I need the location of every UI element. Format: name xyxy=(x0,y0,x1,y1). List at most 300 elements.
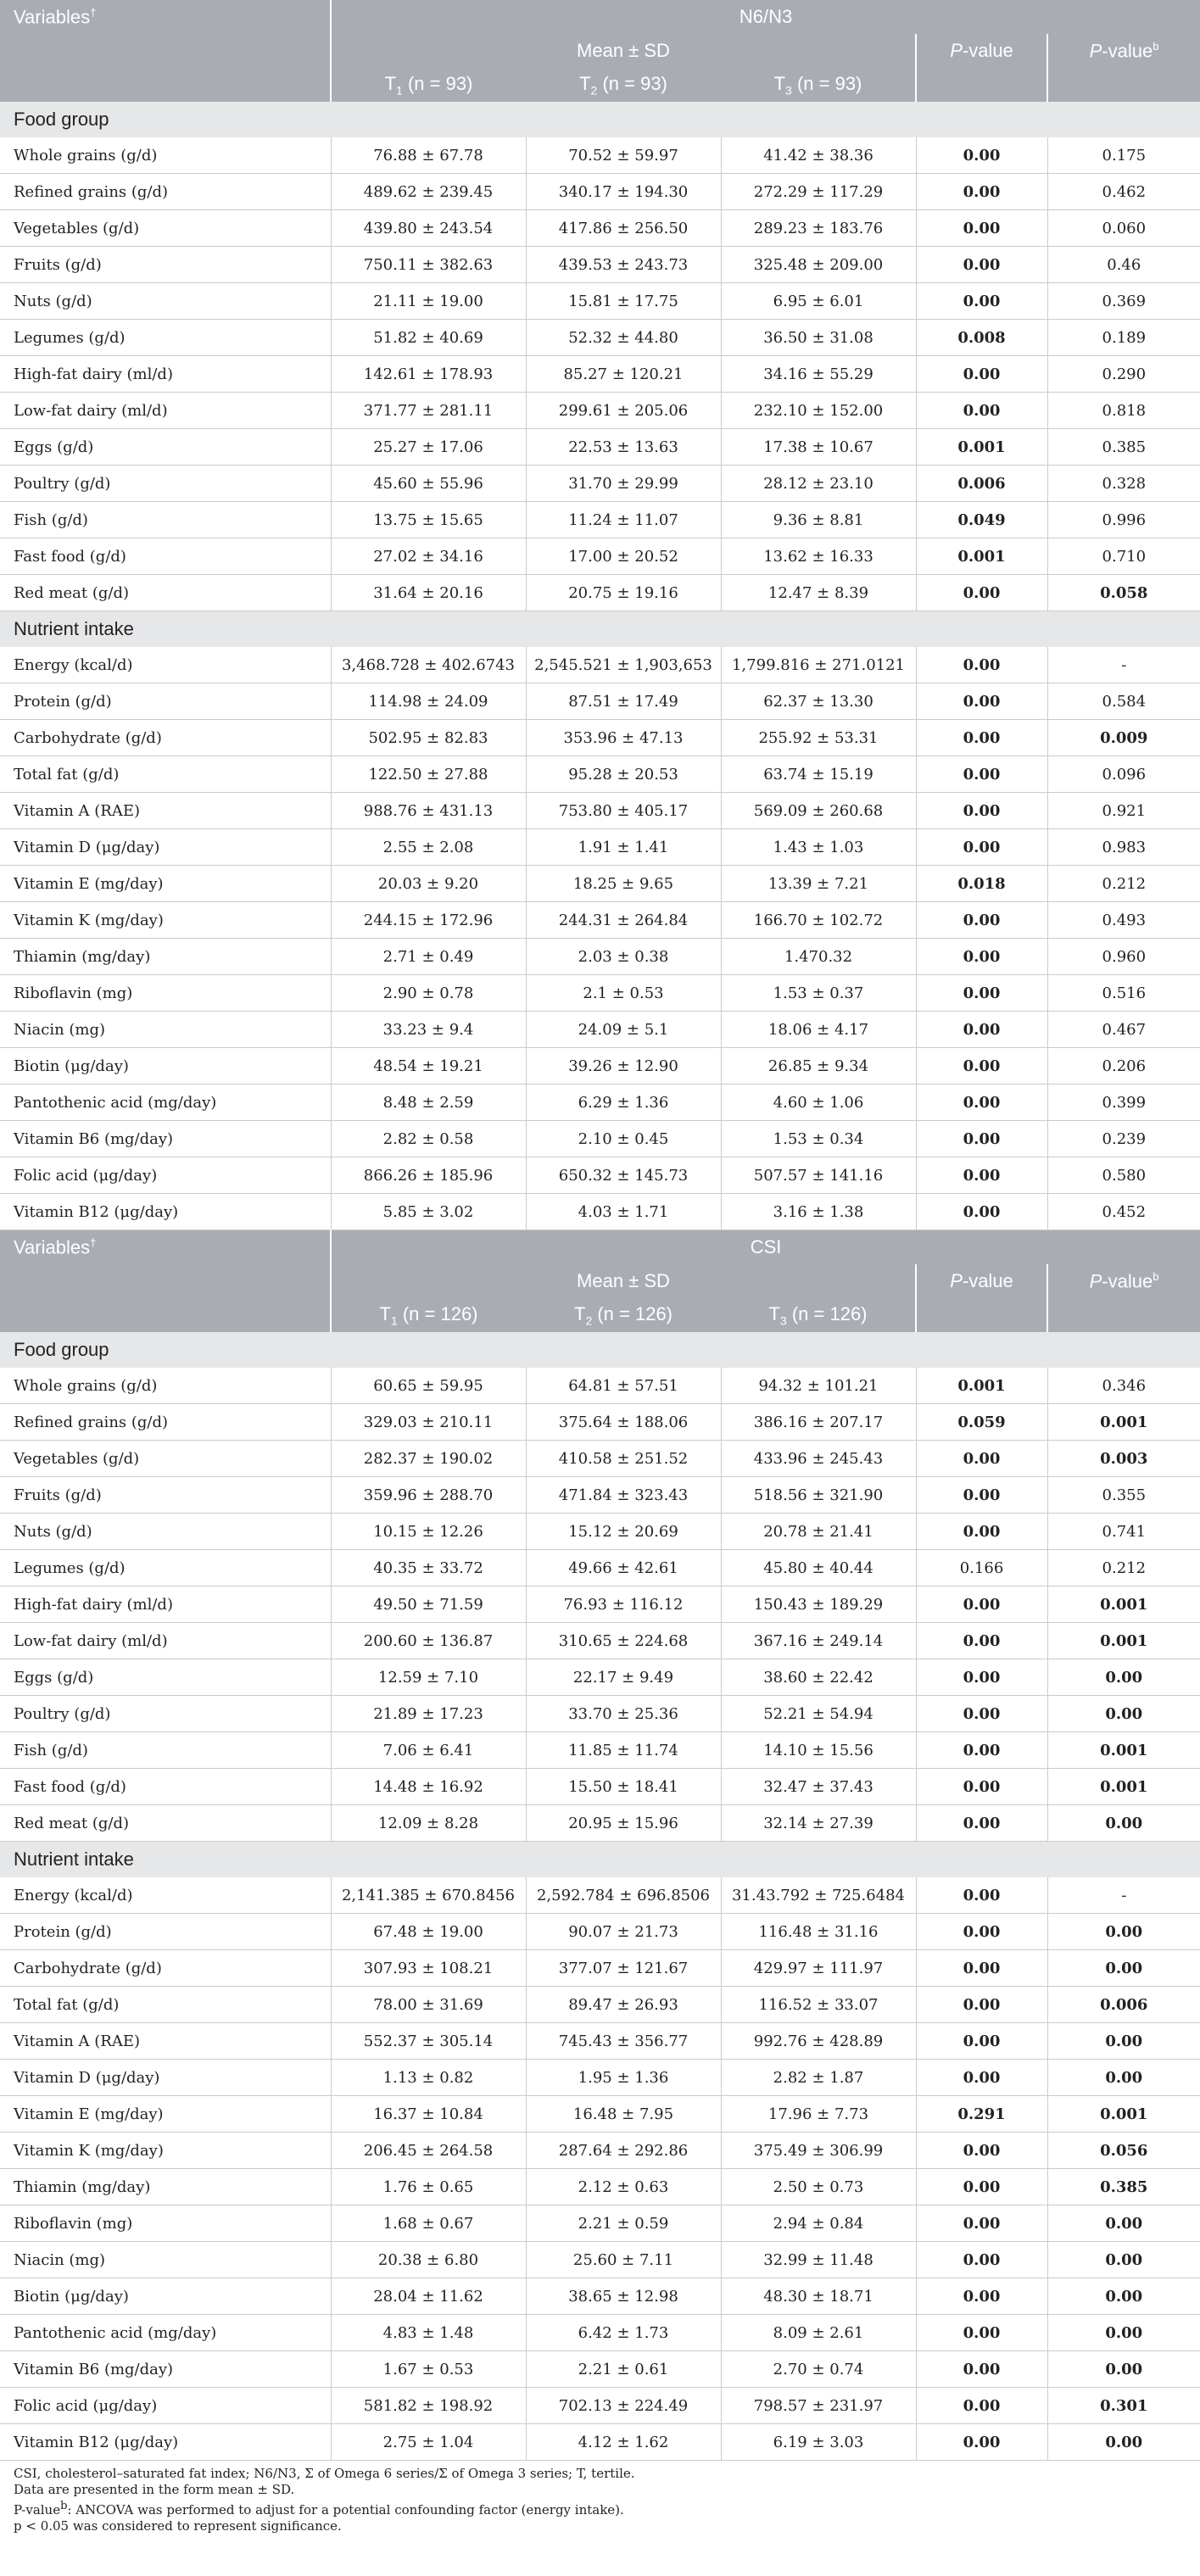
table-row xyxy=(0,538,1200,575)
cell-t2: 439.53 ± 243.73 xyxy=(526,247,721,283)
cell-t3: 12.47 ± 8.39 xyxy=(721,575,916,611)
cell-t1: 21.89 ± 17.23 xyxy=(331,1696,526,1732)
cell-p-value: 0.00 xyxy=(916,1012,1047,1048)
group-title: CSI xyxy=(331,1230,1200,1265)
cell-t1: 142.61 ± 178.93 xyxy=(331,356,526,393)
cell-t3: 38.60 ± 22.42 xyxy=(721,1659,916,1696)
row-label: Red meat (g/d) xyxy=(0,1805,331,1842)
row-label: Low-fat dairy (ml/d) xyxy=(0,393,331,429)
cell-t2: 33.70 ± 25.36 xyxy=(526,1696,721,1732)
mean-sd-header: Mean ± SD xyxy=(331,34,916,68)
header-blank xyxy=(916,1298,1047,1332)
cell-t3: 32.99 ± 11.48 xyxy=(721,2242,916,2278)
tertile-label: $T_3$ (n = 93) xyxy=(773,72,862,98)
cell-p-value-b: 0.00 xyxy=(1047,2351,1200,2388)
cell-t3: 232.10 ± 152.00 xyxy=(721,393,916,429)
table-row xyxy=(0,1514,1200,1550)
table-row xyxy=(0,1950,1200,1987)
cell-t1: 20.38 ± 6.80 xyxy=(331,2242,526,2278)
row-label: Vitamin B6 (mg/day) xyxy=(0,2351,331,2388)
table-row xyxy=(0,2133,1200,2169)
table-row xyxy=(0,647,1200,683)
table-row xyxy=(0,1623,1200,1659)
cell-t1: 28.04 ± 11.62 xyxy=(331,2278,526,2315)
cell-t3: 4.60 ± 1.06 xyxy=(721,1084,916,1121)
cell-p-value: 0.00 xyxy=(916,1769,1047,1805)
cell-p-value-b: 0.467 xyxy=(1047,1012,1200,1048)
row-label: Energy (kcal/d) xyxy=(0,647,331,683)
tertile-label: $T_1$ (n = 93) xyxy=(384,72,473,98)
p-value-b-header: P-value$^b$ xyxy=(1047,1264,1200,1298)
cell-t1: 200.60 ± 136.87 xyxy=(331,1623,526,1659)
row-label: Vitamin A (RAE) xyxy=(0,2023,331,2060)
cell-p-value: 0.00 xyxy=(916,2242,1047,2278)
table-row xyxy=(0,2278,1200,2315)
row-label: Folic acid (μg/day) xyxy=(0,1157,331,1194)
cell-p-value: 0.00 xyxy=(916,2424,1047,2461)
tertile-header-3 xyxy=(721,68,916,102)
cell-p-value-b: 0.00 xyxy=(1047,1950,1200,1987)
row-label: Eggs (g/d) xyxy=(0,429,331,466)
table-row xyxy=(0,829,1200,866)
cell-p-value: 0.008 xyxy=(916,320,1047,356)
cell-t1: 439.80 ± 243.54 xyxy=(331,210,526,247)
cell-t2: 16.48 ± 7.95 xyxy=(526,2096,721,2133)
cell-t1: 988.76 ± 431.13 xyxy=(331,793,526,829)
cell-p-value-b: 0.206 xyxy=(1047,1048,1200,1084)
cell-p-value: 0.00 xyxy=(916,1514,1047,1550)
row-label: Vitamin A (RAE) xyxy=(0,793,331,829)
row-label: Vitamin B12 (μg/day) xyxy=(0,2424,331,2461)
cell-p-value-b: 0.189 xyxy=(1047,320,1200,356)
cell-t1: 371.77 ± 281.11 xyxy=(331,393,526,429)
cell-p-value: 0.00 xyxy=(916,2278,1047,2315)
cell-p-value: 0.00 xyxy=(916,1121,1047,1157)
cell-p-value-b: 0.00 xyxy=(1047,1696,1200,1732)
row-label: Energy (kcal/d) xyxy=(0,1877,331,1914)
row-label: Refined grains (g/d) xyxy=(0,174,331,210)
cell-t1: 40.35 ± 33.72 xyxy=(331,1550,526,1586)
cell-t1: 2.55 ± 2.08 xyxy=(331,829,526,866)
cell-p-value-b: 0.921 xyxy=(1047,793,1200,829)
cell-p-value: 0.00 xyxy=(916,902,1047,939)
cell-p-value: 0.00 xyxy=(916,1987,1047,2023)
cell-t3: 386.16 ± 207.17 xyxy=(721,1404,916,1441)
cell-t2: 22.53 ± 13.63 xyxy=(526,429,721,466)
cell-t3: 8.09 ± 2.61 xyxy=(721,2315,916,2351)
table-row xyxy=(0,2096,1200,2133)
cell-p-value-b: 0.452 xyxy=(1047,1194,1200,1230)
tertile-index: 3 xyxy=(779,1313,787,1328)
cell-t3: 94.32 ± 101.21 xyxy=(721,1368,916,1404)
superscript-b: b xyxy=(1153,1269,1159,1283)
cell-p-value-b: 0.009 xyxy=(1047,720,1200,756)
cell-t3: 2.82 ± 1.87 xyxy=(721,2060,916,2096)
row-label: Protein (g/d) xyxy=(0,1914,331,1950)
row-label: Protein (g/d) xyxy=(0,683,331,720)
cell-t2: 22.17 ± 9.49 xyxy=(526,1659,721,1696)
cell-t2: 410.58 ± 251.52 xyxy=(526,1441,721,1477)
cell-p-value-b: 0.580 xyxy=(1047,1157,1200,1194)
cell-t1: 20.03 ± 9.20 xyxy=(331,866,526,902)
cell-t1: 122.50 ± 27.88 xyxy=(331,756,526,793)
cell-t3: 429.97 ± 111.97 xyxy=(721,1950,916,1987)
cell-t1: 282.37 ± 190.02 xyxy=(331,1441,526,1477)
cell-p-value-b: 0.301 xyxy=(1047,2388,1200,2424)
cell-t2: 49.66 ± 42.61 xyxy=(526,1550,721,1586)
row-label: Total fat (g/d) xyxy=(0,1987,331,2023)
tertile-header-3 xyxy=(721,1298,916,1332)
row-label: Vitamin E (mg/day) xyxy=(0,2096,331,2133)
row-label: Vitamin D (μg/day) xyxy=(0,829,331,866)
cell-t2: 90.07 ± 21.73 xyxy=(526,1914,721,1950)
cell-p-value-b: 0.385 xyxy=(1047,429,1200,466)
cell-t3: 13.39 ± 7.21 xyxy=(721,866,916,902)
cell-t1: 307.93 ± 108.21 xyxy=(331,1950,526,1987)
row-label: Vegetables (g/d) xyxy=(0,1441,331,1477)
cell-t2: 1.91 ± 1.41 xyxy=(526,829,721,866)
row-label: Folic acid (μg/day) xyxy=(0,2388,331,2424)
row-label: Pantothenic acid (mg/day) xyxy=(0,1084,331,1121)
section-label: Nutrient intake xyxy=(0,611,1200,648)
cell-p-value: 0.00 xyxy=(916,647,1047,683)
mean-sd-header: Mean ± SD xyxy=(331,1264,916,1298)
footnotes xyxy=(0,2461,1200,2534)
cell-p-value: 0.00 xyxy=(916,756,1047,793)
cell-t1: 49.50 ± 71.59 xyxy=(331,1586,526,1623)
cell-t3: 34.16 ± 55.29 xyxy=(721,356,916,393)
cell-t3: 116.48 ± 31.16 xyxy=(721,1914,916,1950)
cell-t1: 750.11 ± 382.63 xyxy=(331,247,526,283)
table-row xyxy=(0,1586,1200,1623)
row-label: Total fat (g/d) xyxy=(0,756,331,793)
cell-t1: 12.59 ± 7.10 xyxy=(331,1659,526,1696)
tertile-label: $T_3$ (n = 126) xyxy=(768,1302,868,1328)
header-blank xyxy=(1047,1298,1200,1332)
header-blank xyxy=(916,68,1047,102)
table-row xyxy=(0,866,1200,902)
cell-t2: 287.64 ± 292.86 xyxy=(526,2133,721,2169)
table-row xyxy=(0,2169,1200,2205)
cell-t1: 2.75 ± 1.04 xyxy=(331,2424,526,2461)
cell-t1: 31.64 ± 20.16 xyxy=(331,575,526,611)
cell-t3: 31.43.792 ± 725.6484 xyxy=(721,1877,916,1914)
cell-p-value: 0.00 xyxy=(916,939,1047,975)
cell-p-value-b: 0.983 xyxy=(1047,829,1200,866)
cell-p-value: 0.00 xyxy=(916,1732,1047,1769)
cell-p-value-b: 0.212 xyxy=(1047,866,1200,902)
cell-t2: 6.42 ± 1.73 xyxy=(526,2315,721,2351)
row-label: Thiamin (mg/day) xyxy=(0,2169,331,2205)
cell-p-value: 0.00 xyxy=(916,247,1047,283)
cell-p-value: 0.00 xyxy=(916,2205,1047,2242)
cell-t2: 25.60 ± 7.11 xyxy=(526,2242,721,2278)
cell-t3: 18.06 ± 4.17 xyxy=(721,1012,916,1048)
cell-t2: 702.13 ± 224.49 xyxy=(526,2388,721,2424)
cell-t2: 85.27 ± 120.21 xyxy=(526,356,721,393)
cell-p-value: 0.00 xyxy=(916,975,1047,1012)
tertile-index: 1 xyxy=(390,1313,398,1328)
cell-p-value-b: 0.00 xyxy=(1047,1659,1200,1696)
cell-p-value-b: 0.00 xyxy=(1047,1914,1200,1950)
cell-t2: 650.32 ± 145.73 xyxy=(526,1157,721,1194)
cell-t2: 2.10 ± 0.45 xyxy=(526,1121,721,1157)
cell-p-value: 0.00 xyxy=(916,356,1047,393)
cell-t3: 3.16 ± 1.38 xyxy=(721,1194,916,1230)
cell-t1: 16.37 ± 10.84 xyxy=(331,2096,526,2133)
row-label: Eggs (g/d) xyxy=(0,1659,331,1696)
row-label: Refined grains (g/d) xyxy=(0,1404,331,1441)
cell-p-value: 0.00 xyxy=(916,1659,1047,1696)
table-row xyxy=(0,247,1200,283)
header-row xyxy=(0,1298,1200,1332)
table-row xyxy=(0,756,1200,793)
tertile-label: $T_2$ (n = 93) xyxy=(579,72,667,98)
cell-t3: 289.23 ± 183.76 xyxy=(721,210,916,247)
cell-p-value-b: 0.003 xyxy=(1047,1441,1200,1477)
cell-t3: 1.43 ± 1.03 xyxy=(721,829,916,866)
cell-p-value: 0.001 xyxy=(916,429,1047,466)
row-label: High-fat dairy (ml/d) xyxy=(0,356,331,393)
cell-t3: 9.36 ± 8.81 xyxy=(721,502,916,538)
cell-t3: 63.74 ± 15.19 xyxy=(721,756,916,793)
header-blank xyxy=(0,68,331,102)
footnote-line: CSI, cholesterol–saturated fat index; N6/N3, Σ of Omega 6 series/Σ of Omega 3 series; T, tertile. xyxy=(14,2466,635,2481)
tertile-header-1 xyxy=(331,68,526,102)
header-row xyxy=(0,1264,1200,1298)
cell-p-value: 0.00 xyxy=(916,2133,1047,2169)
section-row xyxy=(0,1842,1200,1878)
cell-t3: 569.09 ± 260.68 xyxy=(721,793,916,829)
cell-t1: 2.82 ± 0.58 xyxy=(331,1121,526,1157)
table-row xyxy=(0,1404,1200,1441)
cell-p-value: 0.00 xyxy=(916,1950,1047,1987)
table-row xyxy=(0,1732,1200,1769)
cell-p-value: 0.00 xyxy=(916,2315,1047,2351)
cell-t3: 1.53 ± 0.34 xyxy=(721,1121,916,1157)
cell-p-value-b: 0.00 xyxy=(1047,2242,1200,2278)
cell-t2: 31.70 ± 29.99 xyxy=(526,466,721,502)
row-label: Whole grains (g/d) xyxy=(0,137,331,174)
table-row xyxy=(0,429,1200,466)
table-row xyxy=(0,1877,1200,1914)
cell-t3: 1.53 ± 0.37 xyxy=(721,975,916,1012)
cell-t3: 48.30 ± 18.71 xyxy=(721,2278,916,2315)
table-row xyxy=(0,1157,1200,1194)
table-row xyxy=(0,1012,1200,1048)
cell-p-value-b: 0.46 xyxy=(1047,247,1200,283)
cell-p-value-b: 0.00 xyxy=(1047,2023,1200,2060)
table-row xyxy=(0,2388,1200,2424)
cell-t3: 14.10 ± 15.56 xyxy=(721,1732,916,1769)
header-blank xyxy=(1047,68,1200,102)
cell-t1: 552.37 ± 305.14 xyxy=(331,2023,526,2060)
cell-p-value: 0.00 xyxy=(916,2169,1047,2205)
cell-p-value: 0.00 xyxy=(916,1157,1047,1194)
row-label: Vitamin B6 (mg/day) xyxy=(0,1121,331,1157)
cell-p-value-b: 0.239 xyxy=(1047,1121,1200,1157)
cell-t2: 11.24 ± 11.07 xyxy=(526,502,721,538)
cell-p-value: 0.00 xyxy=(916,1914,1047,1950)
row-label: Nuts (g/d) xyxy=(0,283,331,320)
row-label: Niacin (mg) xyxy=(0,2242,331,2278)
table-row xyxy=(0,2242,1200,2278)
cell-t2: 340.17 ± 194.30 xyxy=(526,174,721,210)
header-row xyxy=(0,1230,1200,1265)
cell-t2: 2,545.521 ± 1,903,653 xyxy=(526,647,721,683)
cell-t1: 12.09 ± 8.28 xyxy=(331,1805,526,1842)
cell-p-value: 0.00 xyxy=(916,393,1047,429)
cell-t1: 76.88 ± 67.78 xyxy=(331,137,526,174)
cell-t3: 36.50 ± 31.08 xyxy=(721,320,916,356)
cell-t2: 38.65 ± 12.98 xyxy=(526,2278,721,2315)
section-label: Nutrient intake xyxy=(0,1842,1200,1878)
cell-t2: 70.52 ± 59.97 xyxy=(526,137,721,174)
table-row xyxy=(0,1696,1200,1732)
cell-p-value: 0.00 xyxy=(916,1048,1047,1084)
cell-t3: 17.96 ± 7.73 xyxy=(721,2096,916,2133)
cell-p-value-b: 0.001 xyxy=(1047,1769,1200,1805)
cell-p-value-b: 0.212 xyxy=(1047,1550,1200,1586)
table-row xyxy=(0,283,1200,320)
cell-t1: 21.11 ± 19.00 xyxy=(331,283,526,320)
cell-t1: 78.00 ± 31.69 xyxy=(331,1987,526,2023)
cell-t3: 6.95 ± 6.01 xyxy=(721,283,916,320)
section-row xyxy=(0,611,1200,648)
cell-t2: 745.43 ± 356.77 xyxy=(526,2023,721,2060)
table-row xyxy=(0,393,1200,429)
row-label: Biotin (μg/day) xyxy=(0,1048,331,1084)
table-row xyxy=(0,1477,1200,1514)
cell-t2: 76.93 ± 116.12 xyxy=(526,1586,721,1623)
group-title: N6/N3 xyxy=(331,0,1200,34)
cell-t1: 51.82 ± 40.69 xyxy=(331,320,526,356)
cell-t2: 15.12 ± 20.69 xyxy=(526,1514,721,1550)
footnote-line: p < 0.05 was considered to represent significance. xyxy=(14,2518,342,2534)
cell-p-value: 0.00 xyxy=(916,1623,1047,1659)
row-label: Fruits (g/d) xyxy=(0,247,331,283)
cell-t1: 2.71 ± 0.49 xyxy=(331,939,526,975)
row-label: Biotin (μg/day) xyxy=(0,2278,331,2315)
cell-t3: 17.38 ± 10.67 xyxy=(721,429,916,466)
section-row xyxy=(0,102,1200,137)
cell-t2: 64.81 ± 57.51 xyxy=(526,1368,721,1404)
cell-p-value-b: 0.056 xyxy=(1047,2133,1200,2169)
cell-t3: 62.37 ± 13.30 xyxy=(721,683,916,720)
row-label: Legumes (g/d) xyxy=(0,320,331,356)
cell-p-value-b: 0.818 xyxy=(1047,393,1200,429)
cell-t1: 27.02 ± 34.16 xyxy=(331,538,526,575)
cell-t1: 489.62 ± 239.45 xyxy=(331,174,526,210)
cell-t2: 2.21 ± 0.59 xyxy=(526,2205,721,2242)
cell-t1: 329.03 ± 210.11 xyxy=(331,1404,526,1441)
cell-p-value: 0.001 xyxy=(916,1368,1047,1404)
header-blank xyxy=(0,1298,331,1332)
cell-p-value: 0.00 xyxy=(916,1696,1047,1732)
cell-t3: 367.16 ± 249.14 xyxy=(721,1623,916,1659)
cell-t2: 52.32 ± 44.80 xyxy=(526,320,721,356)
cell-p-value-b: 0.516 xyxy=(1047,975,1200,1012)
cell-t2: 4.03 ± 1.71 xyxy=(526,1194,721,1230)
cell-t1: 359.96 ± 288.70 xyxy=(331,1477,526,1514)
cell-p-value-b: 0.175 xyxy=(1047,137,1200,174)
table-row xyxy=(0,1121,1200,1157)
cell-p-value-b: 0.493 xyxy=(1047,902,1200,939)
table-row xyxy=(0,210,1200,247)
cell-p-value-b: 0.290 xyxy=(1047,356,1200,393)
cell-t1: 4.83 ± 1.48 xyxy=(331,2315,526,2351)
cell-t1: 8.48 ± 2.59 xyxy=(331,1084,526,1121)
cell-t2: 2.1 ± 0.53 xyxy=(526,975,721,1012)
cell-t3: 433.96 ± 245.43 xyxy=(721,1441,916,1477)
cell-p-value-b: 0.462 xyxy=(1047,174,1200,210)
table-row xyxy=(0,1659,1200,1696)
cell-t2: 24.09 ± 5.1 xyxy=(526,1012,721,1048)
cell-p-value: 0.00 xyxy=(916,1477,1047,1514)
cell-p-value: 0.00 xyxy=(916,1805,1047,1842)
row-label: Vegetables (g/d) xyxy=(0,210,331,247)
cell-t3: 13.62 ± 16.33 xyxy=(721,538,916,575)
table-row xyxy=(0,466,1200,502)
cell-t2: 20.75 ± 19.16 xyxy=(526,575,721,611)
row-label: Vitamin D (μg/day) xyxy=(0,2060,331,2096)
cell-p-value: 0.00 xyxy=(916,174,1047,210)
table-row xyxy=(0,2315,1200,2351)
cell-t2: 15.50 ± 18.41 xyxy=(526,1769,721,1805)
cell-p-value-b: 0.00 xyxy=(1047,2205,1200,2242)
row-label: Whole grains (g/d) xyxy=(0,1368,331,1404)
tertile-header-1 xyxy=(331,1298,526,1332)
cell-p-value: 0.00 xyxy=(916,210,1047,247)
cell-t1: 581.82 ± 198.92 xyxy=(331,2388,526,2424)
cell-t1: 33.23 ± 9.4 xyxy=(331,1012,526,1048)
cell-t3: 32.47 ± 37.43 xyxy=(721,1769,916,1805)
cell-p-value-b: 0.060 xyxy=(1047,210,1200,247)
cell-p-value-b: 0.369 xyxy=(1047,283,1200,320)
table-row xyxy=(0,502,1200,538)
tertile-index: 1 xyxy=(396,83,403,98)
row-label: Vitamin E (mg/day) xyxy=(0,866,331,902)
cell-t1: 866.26 ± 185.96 xyxy=(331,1157,526,1194)
cell-t2: 2.03 ± 0.38 xyxy=(526,939,721,975)
tertile-header-2 xyxy=(526,68,721,102)
tertile-label: $T_1$ (n = 126) xyxy=(379,1302,478,1328)
cell-p-value: 0.00 xyxy=(916,1084,1047,1121)
cell-t1: 10.15 ± 12.26 xyxy=(331,1514,526,1550)
tertile-index: 2 xyxy=(585,1313,593,1328)
cell-t2: 299.61 ± 205.06 xyxy=(526,393,721,429)
variables-header: Variables† xyxy=(0,1230,331,1265)
cell-t2: 11.85 ± 11.74 xyxy=(526,1732,721,1769)
cell-t3: 166.70 ± 102.72 xyxy=(721,902,916,939)
cell-p-value-b: - xyxy=(1047,647,1200,683)
cell-p-value-b: 0.001 xyxy=(1047,1404,1200,1441)
tertile-label: $T_2$ (n = 126) xyxy=(573,1302,673,1328)
table-row xyxy=(0,793,1200,829)
cell-t3: 325.48 ± 209.00 xyxy=(721,247,916,283)
row-label: Vitamin K (mg/day) xyxy=(0,2133,331,2169)
p-italic: P xyxy=(950,40,963,61)
cell-p-value: 0.00 xyxy=(916,1877,1047,1914)
header-row xyxy=(0,68,1200,102)
cell-t1: 13.75 ± 15.65 xyxy=(331,502,526,538)
row-label: Nuts (g/d) xyxy=(0,1514,331,1550)
table-row xyxy=(0,2060,1200,2096)
cell-t3: 6.19 ± 3.03 xyxy=(721,2424,916,2461)
row-label: Carbohydrate (g/d) xyxy=(0,1950,331,1987)
cell-p-value-b: 0.001 xyxy=(1047,1732,1200,1769)
table-row xyxy=(0,2023,1200,2060)
